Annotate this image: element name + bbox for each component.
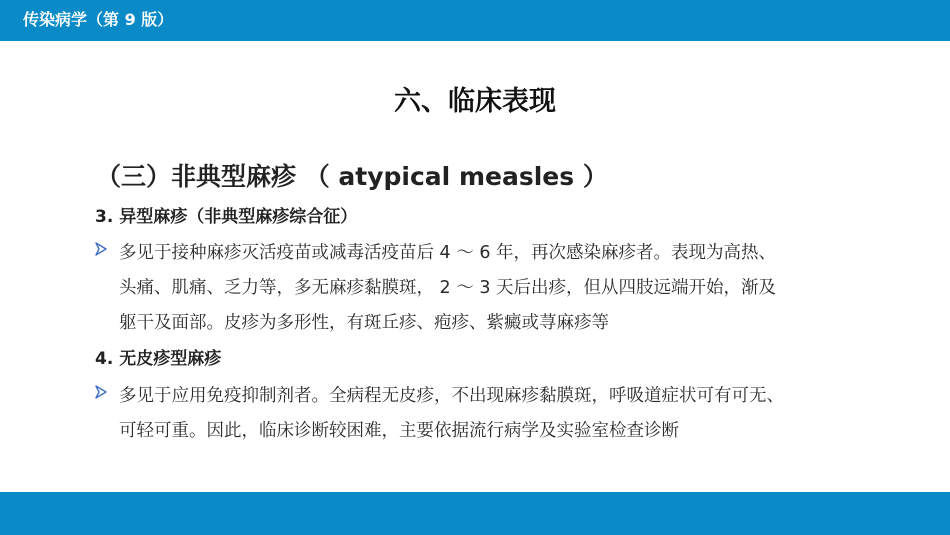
- bullet-lines: [119, 236, 776, 341]
- footer-bar: [0, 492, 950, 535]
- arrow-bullet-icon: [95, 385, 107, 399]
- bullet-line: 头痛、肌痛、乏力等，多无麻疹黏膜斑， 2 ～ 3 天后出疹，但从四肢远端开始，渐及: [119, 278, 777, 298]
- arrow-bullet-icon: [95, 242, 107, 256]
- bullet-paragraph-atypical: [95, 236, 885, 346]
- bullet-line: 多见于接种麻疹灭活疫苗或减毒活疫苗后 4 ～ 6 年，再次感染麻疹者。表现为高热、: [119, 243, 777, 263]
- bullet-paragraph-no-rash: [95, 379, 885, 451]
- subsection-title: （三）非典型麻疹 （ atypical measles ）: [96, 162, 608, 191]
- item-heading-atypical: 3. 异型麻疹（非典型麻疹综合征）: [95, 207, 358, 227]
- item-heading-no-rash: 4. 无皮疹型麻疹: [95, 349, 222, 369]
- section-title: 六、临床表现: [394, 86, 556, 117]
- book-title: 传染病学（第 9 版）: [23, 10, 174, 29]
- bullet-line: 可轻可重。因此，临床诊断较困难，主要依据流行病学及实验室检查诊断: [119, 421, 679, 441]
- bullet-line: 躯干及面部。皮疹为多形性，有斑丘疹、疱疹、紫癜或荨麻疹等: [119, 313, 609, 333]
- bullet-line: 多见于应用免疫抑制剂者。全病程无皮疹，不出现麻疹黏膜斑，呼吸道症状可有可无、: [119, 386, 784, 406]
- bullet-lines: [119, 379, 784, 449]
- header-bar: [0, 0, 950, 41]
